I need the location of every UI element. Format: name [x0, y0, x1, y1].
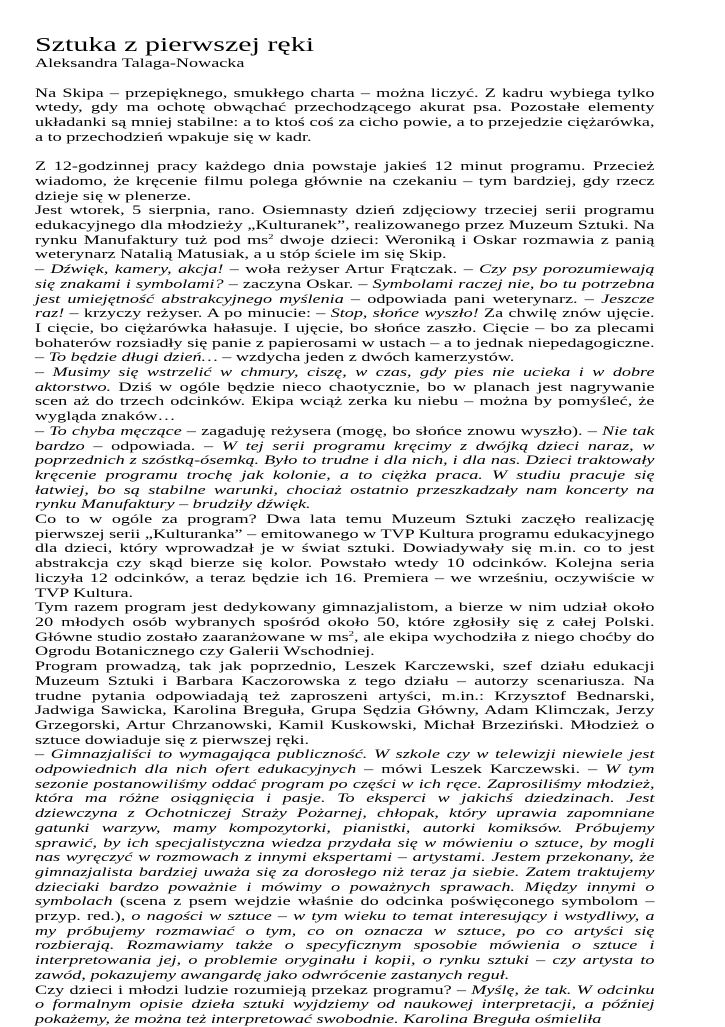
text: – mówi Leszek Karczewski.	[356, 762, 589, 777]
paragraph-3-text-a: Jest wtorek, 5 sierpnia, rano. Osiemnasty dzień zdjęciowy trzeciej serii programu edukacyjnego dla młodzieży „Kulturanek”, realizowanego przez Muzeum Sztuki. Na rynku Manufaktury tuż pod ms	[35, 203, 655, 247]
text: – odpowiada.	[84, 438, 205, 453]
paragraph-4	[35, 262, 655, 365]
paragraph-6	[35, 424, 655, 512]
quote: – Symbolami raczej nie, bo tu potrzebna jest umiejętność abstrakcyjnego myślenia	[35, 276, 655, 306]
quote: – Myślę, że tak. W odcinku o formalnym opisie dzieła sztuki wyjdziemy od naukowej interpretacji, a później pokażemy, że można też interpretować swobodnie. Karolina Breguła ośmieliła	[35, 982, 655, 1026]
text: – woła reżyser Artur Frątczak.	[223, 262, 464, 277]
quote: – Dźwięk, kamery, akcja!	[35, 262, 224, 277]
superscript: 2	[268, 232, 274, 241]
superscript: 2	[348, 629, 355, 638]
quote: – To będzie długi dzień…	[35, 350, 218, 365]
text: – zaczyna Oskar.	[223, 276, 359, 291]
quote: – W tej serii programu kręcimy z dwójką dzieci naraz, w poprzednich z szóstką-ósemką. Było to trudne i dla nich, i dla nas. Dzieci traktowały kręcenie programu trochę jak kolonie, a to ciężka praca. W studiu pracuje się łatwiej, bo są stabilne warunki, chociaż ostatnio przeszkadzały nam koncerty na rynku Manufaktury – brudziły dźwięk.	[35, 438, 655, 512]
paragraph-8-text-b: , ale ekipa wychodziła z niego choćby do Ogrodu Botanicznego czy Galerii Wschodniej.	[35, 629, 655, 659]
article-title: Sztuka z pierwszej ręki	[35, 34, 315, 56]
text: Dziś w ogóle będzie nieco chaotycznie, bo w planach jest nagrywanie scen aż do trzech odcinków. Ekipa wciąż zerka ku niebu – można by pomyśleć, że wygląda znaków…	[35, 379, 655, 424]
text: – krzyczy reżyser. A po minucie:	[64, 306, 317, 321]
quote: – Czy psy porozumiewają się znakami i symbolami?	[35, 262, 655, 291]
paragraph-3-text-b: dwoje dzieci: Weroniką i Oskar rozmawia z panią weterynarz Natalią Matusiak, a u stóp ściele im się Skip.	[35, 232, 655, 262]
paragraph-2: Z 12-godzinnej pracy każdego dnia powstaje jakieś 12 minut programu. Przecież wiadomo, że kręcenie filmu polega głównie na czekaniu – tym bardziej, gdy rzecz dzieje się w plenerze.	[35, 159, 655, 203]
paragraph-9: Program prowadzą, tak jak poprzednio, Leszek Karczewski, szef działu edukacji Muzeum Sztuki i Barbara Kaczorowska z tego działu – autorzy scenariusza. Na trudne pytania odpowiadają też zaproszeni artyści, m.in.: Krzysztof Bednarski, Jadwiga Sawicka, Karolina Breguła, Grupa Sędzia Główny, Adam Klimczak, Jerzy Grzegorski, Artur Chrzanowski, Kamil Kuskowski, Michał Brzeziński. Młodzież o sztuce dowiaduje się z pierwszej ręki.	[35, 659, 655, 747]
quote: – Musimy się wstrzelić w chmury, ciszę, w czas, gdy pies nie ucieka i w dobre aktorstwo.	[35, 365, 655, 394]
paragraph-8-text-a: Tym razem program jest dedykowany gimnazjalistom, a bierze w nim udział około 20 młodych osób wybranych spośród około 50, które zgłosiły się z całej Polski. Główne studio zostało zaaranżowane w ms	[35, 600, 655, 644]
text: Za chwilę znów ujęcie. I cięcie, bo ciężarówka hałasuje. I ujęcie, bo słońce zaszło. Cięcie – bo za plecami bohaterów rozsiadły się panie z papierosami w ustach – a to jednak niepedagogiczne.	[35, 306, 655, 350]
text: Czy dzieci i młodzi ludzie rozumieją przekaz programu?	[35, 982, 457, 997]
paragraph-10	[35, 747, 655, 982]
paragraph-7: Co to w ogóle za program? Dwa lata temu Muzeum Sztuki zaczęło realizację pierwszej serii „Kulturanka” – emitowanego w TVP Kultura programu edukacyjnego dla dzieci, który wprowadzał je w świat sztuki. Dowiadywały się m.in. co to jest abstrakcja czy skąd bierze się kolor. Powstało wtedy 10 odcinków. Kolejna seria liczyła 12 odcinków, a teraz będzie ich 16. Premiera – we wrześniu, oczywiście w TVP Kultura.	[35, 512, 655, 600]
article	[35, 34, 655, 1027]
paragraph-8	[35, 600, 655, 659]
quote: – Jeszcze raz!	[35, 291, 655, 321]
text: – odpowiada pani weterynarz.	[343, 291, 585, 306]
paragraph-1: Na Skipa – przepięknego, smukłego charta – można liczyć. Z kadru wybiega tylko wtedy, gdy ma ochotę obwąchać przechodzącego akurat psa. Pozostałe elementy układanki są mniej stabilne: a to ktoś coś za cicho powie, a to przejedzie ciężarówka, a to przechodzień wpakuje się w kadr.	[35, 85, 655, 144]
quote: – W tym sezonie postanowiliśmy oddać program po części w ich ręce. Zaprosiliśmy młodzież, która ma różne osiągnięcia i pasje. To eksperci w jakichś dziedzinach. Jest dziewczyna z Ochotniczej Straży Pożarnej, chłopak, który uprawia zapomniane gatunki warzyw, mamy kompozytorki, pianistki, autorki komiksów. Próbujemy sprawić, by ich specjalistyczna wiedza przydała się w mówieniu o sztuce, by mogli nas wyręczyć w rozmowach z innymi ekspertami – artystami. Jestem przekonany, że gimnazjalista bardziej uważa się za dorosłego niż teraz ja siebie. Zatem traktujemy dzieciaki bardzo poważnie i mówimy o poważnych sprawach. Między innymi o symbolach	[35, 762, 655, 909]
article-author: Aleksandra Talaga-Nowacka	[35, 56, 245, 70]
text: – zagaduję reżysera (mogę, bo słońce znowu wyszło).	[181, 423, 588, 438]
paragraph-3	[35, 203, 655, 262]
quote: – Gimnazjaliści to wymagająca publiczność. W szkole czy w telewizji niewiele jest odpowiednich dla nich ofert edukacyjnych	[35, 747, 655, 777]
quote: o nagości w sztuce – w tym wieku to temat interesujący i wstydliwy, a my próbujemy rozmawiać o tym, co on oznacza w sztuce, po co artyści się rozbierają. Rozmawiamy także o specyficznym sposobie mówienia o sztuce i interpretowania jej, o problemie oryginału i kopii, o rynku sztuki – czy artysta to zawód, pokazujemy awangardę jako odwrócenie zastanych reguł.	[35, 909, 655, 982]
quote: – To chyba męczące	[35, 423, 182, 438]
quote: – Nie tak bardzo	[35, 423, 655, 453]
text: – wzdycha jeden z dwóch kamerzystów.	[217, 350, 515, 365]
paragraph-5	[35, 365, 655, 424]
paragraph-11	[35, 983, 655, 1027]
quote: – Stop, słońce wyszło!	[316, 306, 479, 321]
text: (scena z psem wejdzie właśnie do odcinka poświęconego symbolom – przyp. red.),	[35, 894, 655, 924]
